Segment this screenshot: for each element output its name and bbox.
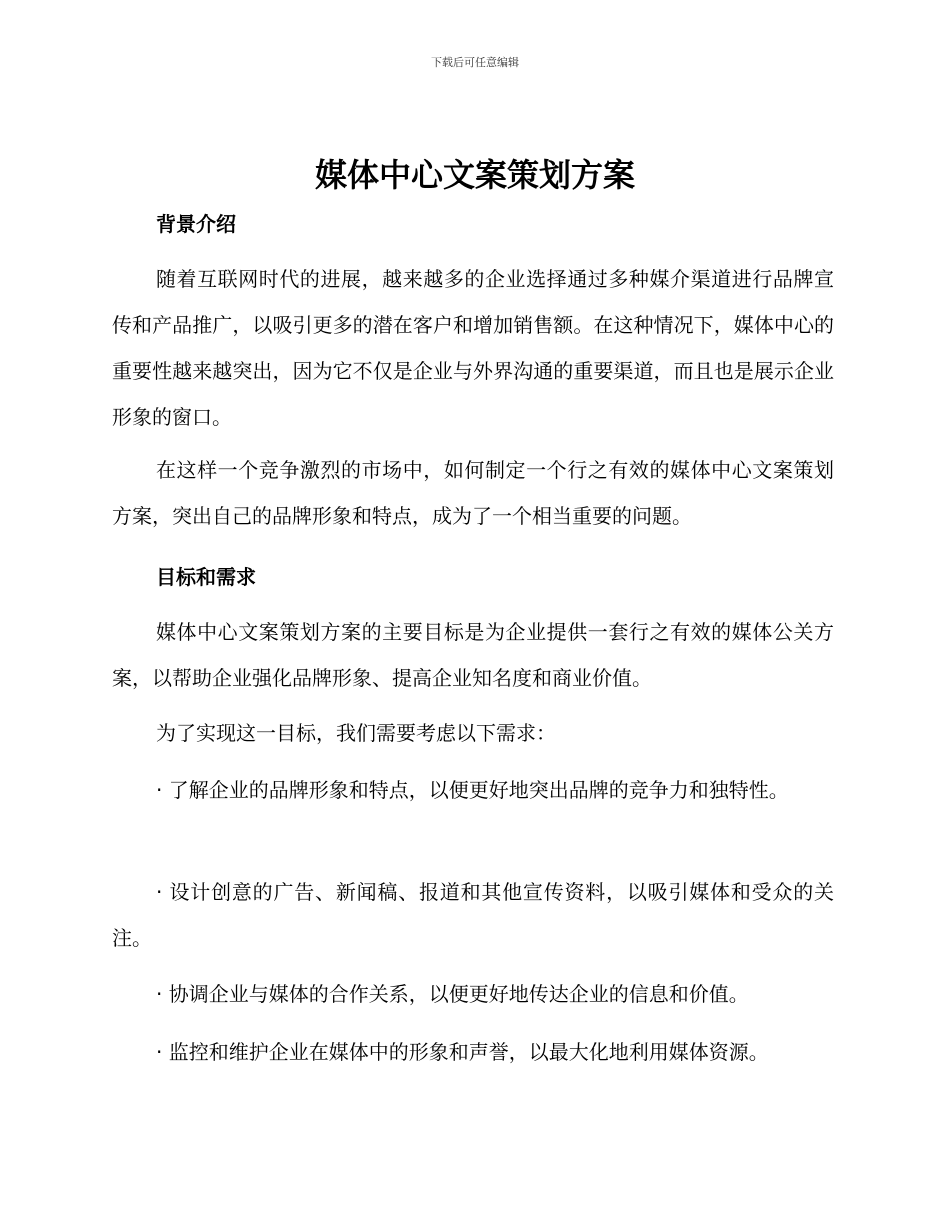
page-header-note: 下载后可任意编辑 [431, 56, 519, 69]
document-title: 媒体中心文案策划方案 [314, 156, 635, 194]
bullet-item-1: · 了解企业的品牌形象和特点，以便更好地突出品牌的竞争力和独特性。 [156, 778, 789, 802]
section-heading-goals: 目标和需求 [156, 565, 256, 589]
section-heading-background: 背景介绍 [156, 212, 236, 236]
paragraph-background-1: 随着互联网时代的进展，越来越多的企业选择通过多种媒介渠道进行品牌宣传和产品推广，以吸引更多的潜在客户和增加销售额。在这种情况下，媒体中心的重要性越来越突出，因为它不仅是企业与外界沟通的重要渠道，而且也是展示企业形象的窗口。 [112, 267, 834, 429]
bullet-item-2: · 设计创意的广告、新闻稿、报道和其他宣传资料，以吸引媒体和受众的关注。 [112, 880, 834, 950]
bullet-item-4: · 监控和维护企业在媒体中的形象和声誉，以最大化地利用媒体资源。 [156, 1040, 769, 1064]
bullet-item-3: · 协调企业与媒体的合作关系，以便更好地传达企业的信息和价值。 [156, 982, 749, 1006]
paragraph-goals-2: 为了实现这一目标，我们需要考虑以下需求： [156, 721, 556, 745]
paragraph-background-2: 在这样一个竞争激烈的市场中，如何制定一个行之有效的媒体中心文案策划方案，突出自己的品牌形象和特点，成为了一个相当重要的问题。 [112, 458, 834, 528]
paragraph-goals-1: 媒体中心文案策划方案的主要目标是为企业提供一套行之有效的媒体公关方案，以帮助企业强化品牌形象、提高企业知名度和商业价值。 [112, 620, 834, 690]
